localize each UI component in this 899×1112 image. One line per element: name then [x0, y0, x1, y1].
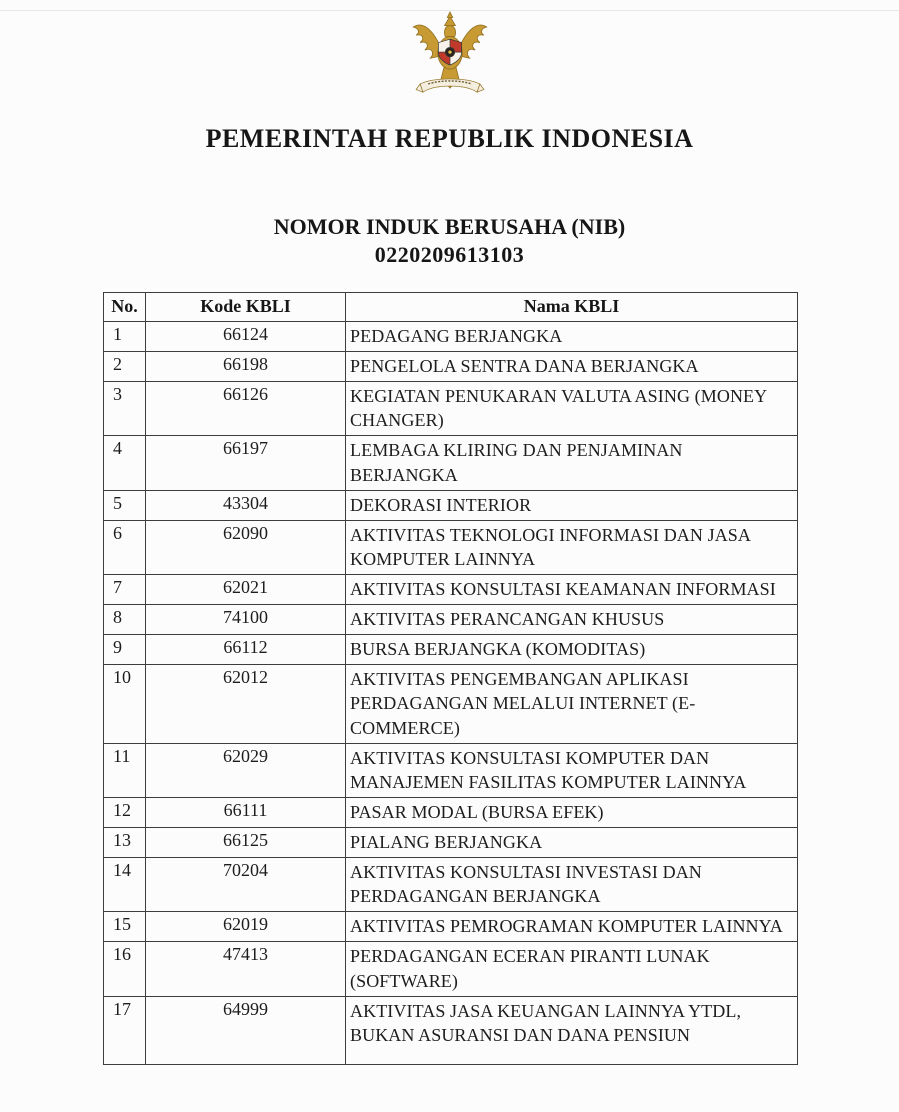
row-kode-cell: 74100 — [146, 605, 346, 635]
row-nama-cell: AKTIVITAS JASA KEUANGAN LAINNYA YTDL, BUKAN ASURANSI DAN DANA PENSIUN — [346, 996, 798, 1064]
header-nama-kbli: Nama KBLI — [346, 293, 798, 322]
page-title: PEMERINTAH REPUBLIK INDONESIA — [205, 124, 694, 153]
row-nama-cell: AKTIVITAS PEMROGRAMAN KOMPUTER LAINNYA — [346, 912, 798, 942]
table-row — [104, 665, 798, 743]
row-no-cell: 15 — [104, 912, 146, 942]
row-nama-cell: AKTIVITAS TEKNOLOGI INFORMASI DAN JASA KOMPUTER LAINNYA — [346, 520, 798, 574]
row-no-cell: 2 — [104, 352, 146, 382]
row-no-cell: 8 — [104, 605, 146, 635]
table-row — [104, 996, 798, 1064]
table-row — [104, 322, 798, 352]
table-row — [104, 743, 798, 797]
nib-heading: NOMOR INDUK BERUSAHA (NIB) — [273, 214, 626, 239]
header-kode-kbli: Kode KBLI — [146, 293, 346, 322]
row-nama-cell: KEGIATAN PENUKARAN VALUTA ASING (MONEY CHANGER) — [346, 382, 798, 436]
row-no-cell: 3 — [104, 382, 146, 436]
nib-number: 0220209613103 — [374, 242, 525, 267]
row-kode-cell: 62019 — [146, 912, 346, 942]
table-row — [104, 912, 798, 942]
table-row — [104, 352, 798, 382]
row-no-cell: 13 — [104, 827, 146, 857]
row-no-cell: 5 — [104, 490, 146, 520]
table-row — [104, 436, 798, 490]
kbli-table — [103, 292, 798, 1065]
table-row — [104, 797, 798, 827]
row-no-cell: 4 — [104, 436, 146, 490]
table-row — [104, 520, 798, 574]
row-kode-cell: 62012 — [146, 665, 346, 743]
header-no: No. — [104, 293, 146, 322]
row-nama-cell: BURSA BERJANGKA (KOMODITAS) — [346, 635, 798, 665]
row-kode-cell: 43304 — [146, 490, 346, 520]
table-row — [104, 827, 798, 857]
row-nama-cell: PEDAGANG BERJANGKA — [346, 322, 798, 352]
row-nama-cell: PERDAGANGAN ECERAN PIRANTI LUNAK (SOFTWARE) — [346, 942, 798, 996]
table-row — [104, 858, 798, 912]
emblem-container — [0, 0, 899, 108]
row-nama-cell: PENGELOLA SENTRA DANA BERJANGKA — [346, 352, 798, 382]
row-nama-cell: PIALANG BERJANGKA — [346, 827, 798, 857]
kbli-table-body — [104, 322, 798, 1065]
row-kode-cell: 70204 — [146, 858, 346, 912]
row-kode-cell: 66112 — [146, 635, 346, 665]
row-nama-cell: LEMBAGA KLIRING DAN PENJAMINAN BERJANGKA — [346, 436, 798, 490]
table-row — [104, 382, 798, 436]
row-no-cell: 9 — [104, 635, 146, 665]
row-kode-cell: 66111 — [146, 797, 346, 827]
row-no-cell: 16 — [104, 942, 146, 996]
row-no-cell: 10 — [104, 665, 146, 743]
row-kode-cell: 47413 — [146, 942, 346, 996]
row-no-cell: 6 — [104, 520, 146, 574]
kbli-table-header — [104, 293, 798, 322]
row-nama-cell: DEKORASI INTERIOR — [346, 490, 798, 520]
row-kode-cell: 66126 — [146, 382, 346, 436]
row-no-cell: 11 — [104, 743, 146, 797]
row-nama-cell: AKTIVITAS KONSULTASI KEAMANAN INFORMASI — [346, 574, 798, 604]
row-kode-cell: 66197 — [146, 436, 346, 490]
table-row — [104, 942, 798, 996]
row-nama-cell: AKTIVITAS KONSULTASI INVESTASI DAN PERDAGANGAN BERJANGKA — [346, 858, 798, 912]
row-no-cell: 12 — [104, 797, 146, 827]
row-kode-cell: 62021 — [146, 574, 346, 604]
table-row — [104, 605, 798, 635]
row-nama-cell: AKTIVITAS PERANCANGAN KHUSUS — [346, 605, 798, 635]
row-kode-cell: 62090 — [146, 520, 346, 574]
table-row — [104, 635, 798, 665]
row-kode-cell: 66198 — [146, 352, 346, 382]
row-no-cell: 7 — [104, 574, 146, 604]
table-row — [104, 490, 798, 520]
row-kode-cell: 64999 — [146, 996, 346, 1064]
table-row — [104, 574, 798, 604]
row-kode-cell: 66124 — [146, 322, 346, 352]
row-no-cell: 1 — [104, 322, 146, 352]
row-nama-cell: AKTIVITAS PENGEMBANGAN APLIKASI PERDAGANGAN MELALUI INTERNET (E-COMMERCE) — [346, 665, 798, 743]
page-top-edge — [0, 10, 899, 11]
row-kode-cell: 66125 — [146, 827, 346, 857]
row-nama-cell: AKTIVITAS KONSULTASI KOMPUTER DAN MANAJEMEN FASILITAS KOMPUTER LAINNYA — [346, 743, 798, 797]
row-kode-cell: 62029 — [146, 743, 346, 797]
nib-block — [0, 214, 899, 268]
garuda-pancasila-emblem-icon — [408, 8, 492, 108]
row-nama-cell: PASAR MODAL (BURSA EFEK) — [346, 797, 798, 827]
row-no-cell: 14 — [104, 858, 146, 912]
row-no-cell: 17 — [104, 996, 146, 1064]
